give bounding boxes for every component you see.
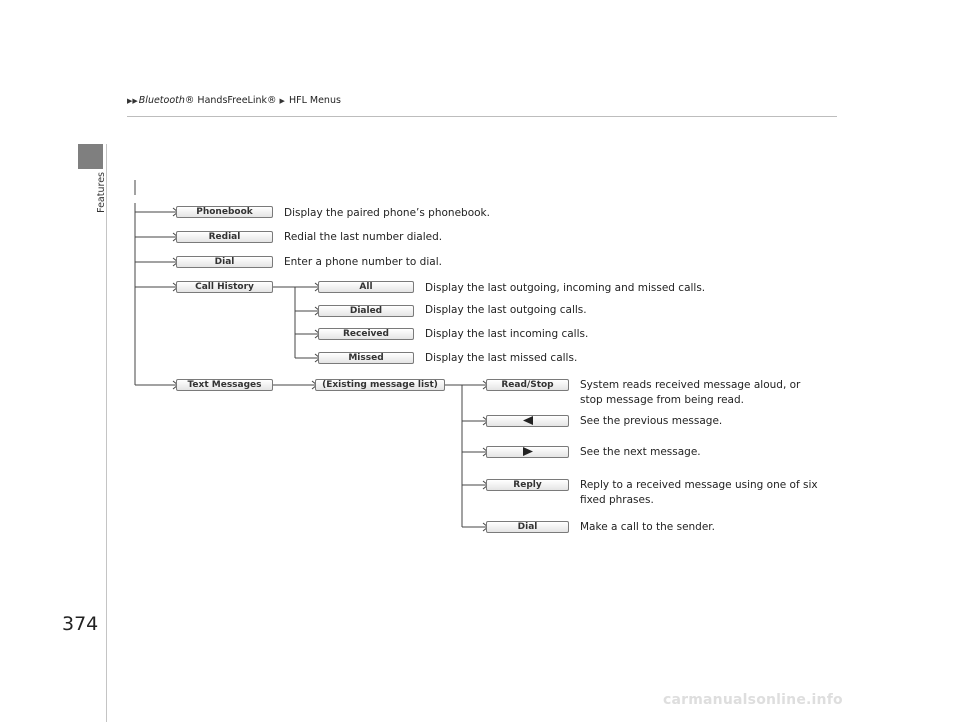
read-stop-description-line2: stop message from being read. <box>580 394 744 406</box>
dial-sender-button: Dial <box>486 521 569 533</box>
text-messages-button: Text Messages <box>176 379 273 391</box>
chapter-label: Features <box>96 172 107 213</box>
reply-button: Reply <box>486 479 569 491</box>
page-number: 374 <box>62 613 99 635</box>
reply-description-line2: fixed phrases. <box>580 494 654 506</box>
read-stop-button: Read/Stop <box>486 379 569 391</box>
breadcrumb-section: HFL Menus <box>288 95 341 106</box>
call-history-all-description: Display the last outgoing, incoming and missed calls. <box>425 282 706 294</box>
call-history-received-button: Received <box>318 328 414 340</box>
call-history-dialed-description: Display the last outgoing calls. <box>425 304 587 316</box>
breadcrumb-arrows-icon: ▶▶ <box>127 97 138 105</box>
previous-arrow-icon <box>522 416 534 425</box>
call-history-received-description: Display the last incoming calls. <box>425 328 589 340</box>
previous-message-button <box>486 415 569 427</box>
call-history-missed-description: Display the last missed calls. <box>425 352 578 364</box>
next-message-description: See the next message. <box>580 446 701 458</box>
breadcrumb-mark: ® <box>184 95 195 106</box>
breadcrumb-separator-icon: ▶ <box>279 97 285 105</box>
redial-button: Redial <box>176 231 273 243</box>
previous-message-description: See the previous message. <box>580 415 723 427</box>
dial-description: Enter a phone number to dial. <box>284 256 442 268</box>
existing-message-list-button: (Existing message list) <box>315 379 445 391</box>
call-history-dialed-button: Dialed <box>318 305 414 317</box>
call-history-all-button: All <box>318 281 414 293</box>
breadcrumb-title: HandsFreeLink® <box>194 95 277 106</box>
phonebook-button: Phonebook <box>176 206 273 218</box>
read-stop-description-line1: System reads received message aloud, or <box>580 379 801 391</box>
reply-description-line1: Reply to a received message using one of six <box>580 479 818 491</box>
dial-sender-description: Make a call to the sender. <box>580 521 715 533</box>
dial-button: Dial <box>176 256 273 268</box>
phonebook-description: Display the paired phone’s phonebook. <box>284 207 490 219</box>
next-arrow-icon <box>522 447 534 456</box>
breadcrumb-brand: Bluetooth <box>138 95 185 106</box>
call-history-missed-button: Missed <box>318 352 414 364</box>
watermark: carmanualsonline.info <box>663 692 843 708</box>
next-message-button <box>486 446 569 458</box>
redial-description: Redial the last number dialed. <box>284 231 443 243</box>
call-history-button: Call History <box>176 281 273 293</box>
